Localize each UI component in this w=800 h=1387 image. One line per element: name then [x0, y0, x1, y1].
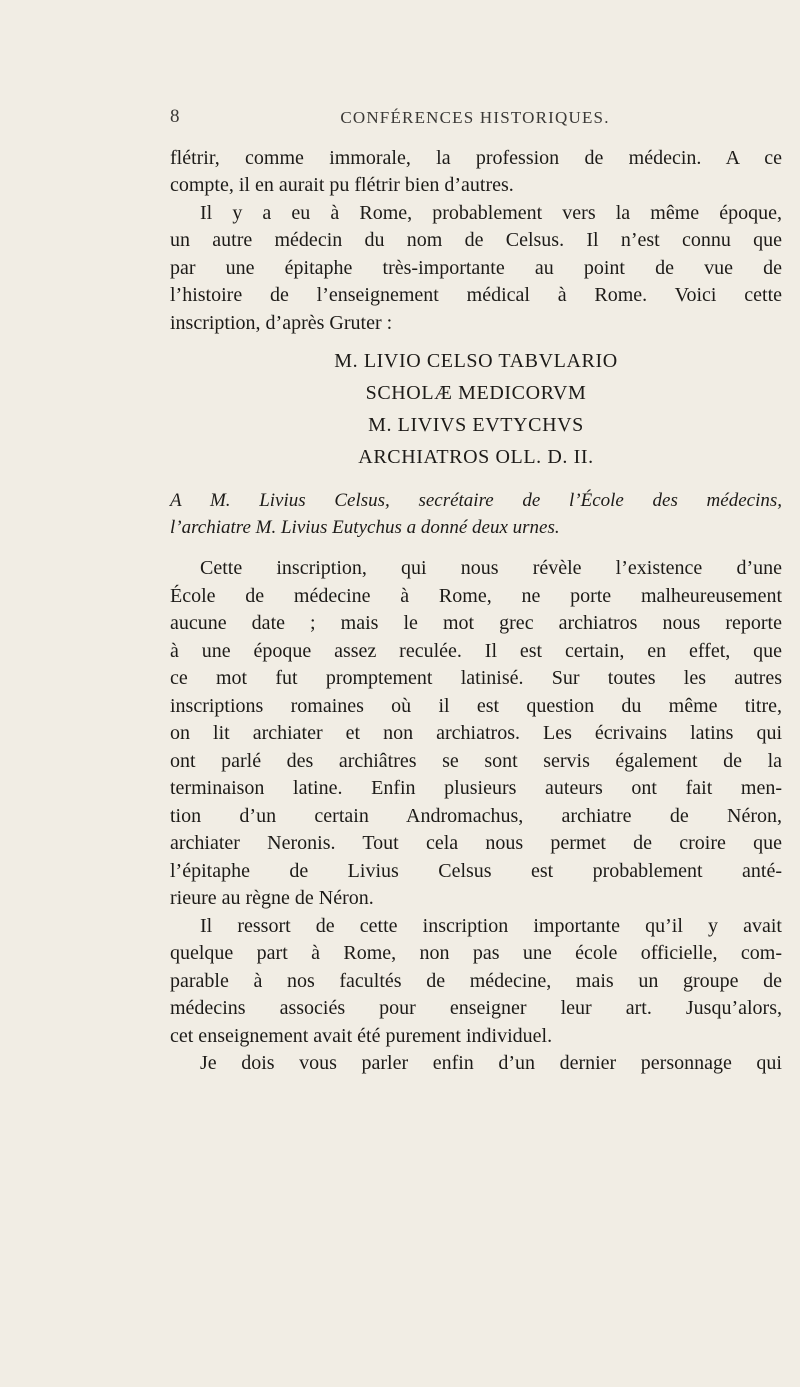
running-head: CONFÉRENCES HISTORIQUES. [340, 108, 610, 127]
text-line: cet enseignement avait été purement individuel. [170, 1025, 553, 1047]
text-line: terminaison latine. Enfin plusieurs auteurs ont fait men- [170, 777, 782, 799]
text-line: parable à nos facultés de médecine, mais un groupe de [170, 970, 782, 992]
text-line: on lit archiater et non archiatros. Les écrivains latins qui [170, 722, 782, 744]
inscription-line: SCHOLÆ MEDICORVM [365, 382, 587, 404]
text-line: tion d’un certain Andromachus, archiatre de Néron, [170, 805, 782, 827]
text-line: ont parlé des archiâtres se sont servis également de la [170, 750, 782, 772]
text-line: l’épitaphe de Livius Celsus est probablement anté- [170, 860, 782, 882]
translation-line: l’archiatre M. Livius Eutychus a donné deux urnes. [170, 517, 560, 538]
text-line: Je dois vous parler enfin d’un dernier personnage qui [200, 1052, 782, 1074]
text-line: flétrir, comme immorale, la profession de médecin. A ce [170, 147, 782, 169]
text-line: ce mot fut promptement latinisé. Sur toutes les autres [170, 667, 782, 689]
text-line: Il ressort de cette inscription importante qu’il y avait [200, 915, 782, 937]
page-header [170, 106, 780, 136]
text-line: inscriptions romaines où il est question du même titre, [170, 695, 782, 717]
page-number: 8 [170, 106, 180, 127]
text-line: aucune date ; mais le mot grec archiatros nous reporte [170, 612, 782, 634]
text-line: inscription, d’après Gruter : [170, 312, 393, 334]
inscription-line: M. LIVIO CELSO TABVLARIO [334, 350, 618, 372]
translation-line: A M. Livius Celsus, secrétaire de l’École des médecins, [170, 490, 782, 511]
text-line: Il y a eu à Rome, probablement vers la même époque, [200, 202, 782, 224]
text-line: rieure au règne de Néron. [170, 887, 374, 909]
text-line: par une épitaphe très-importante au point de vue de [170, 257, 782, 279]
text-line: un autre médecin du nom de Celsus. Il n’est connu que [170, 229, 782, 251]
text-line: à une époque assez reculée. Il est certain, en effet, que [170, 640, 782, 662]
text-line: l’histoire de l’enseignement médical à Rome. Voici cette [170, 284, 782, 306]
text-line: archiater Neronis. Tout cela nous permet de croire que [170, 832, 782, 854]
text-line: médecins associés pour enseigner leur art. Jusqu’alors, [170, 997, 782, 1019]
inscription-line: ARCHIATROS OLL. D. II. [358, 446, 594, 468]
text-line: École de médecine à Rome, ne porte malheureusement [170, 585, 782, 607]
text-line: compte, il en aurait pu flétrir bien d’autres. [170, 174, 514, 196]
text-line: quelque part à Rome, non pas une école officielle, com- [170, 942, 782, 964]
inscription-line: M. LIVIVS EVTYCHVS [368, 414, 584, 436]
text-line: Cette inscription, qui nous révèle l’existence d’une [200, 557, 782, 579]
